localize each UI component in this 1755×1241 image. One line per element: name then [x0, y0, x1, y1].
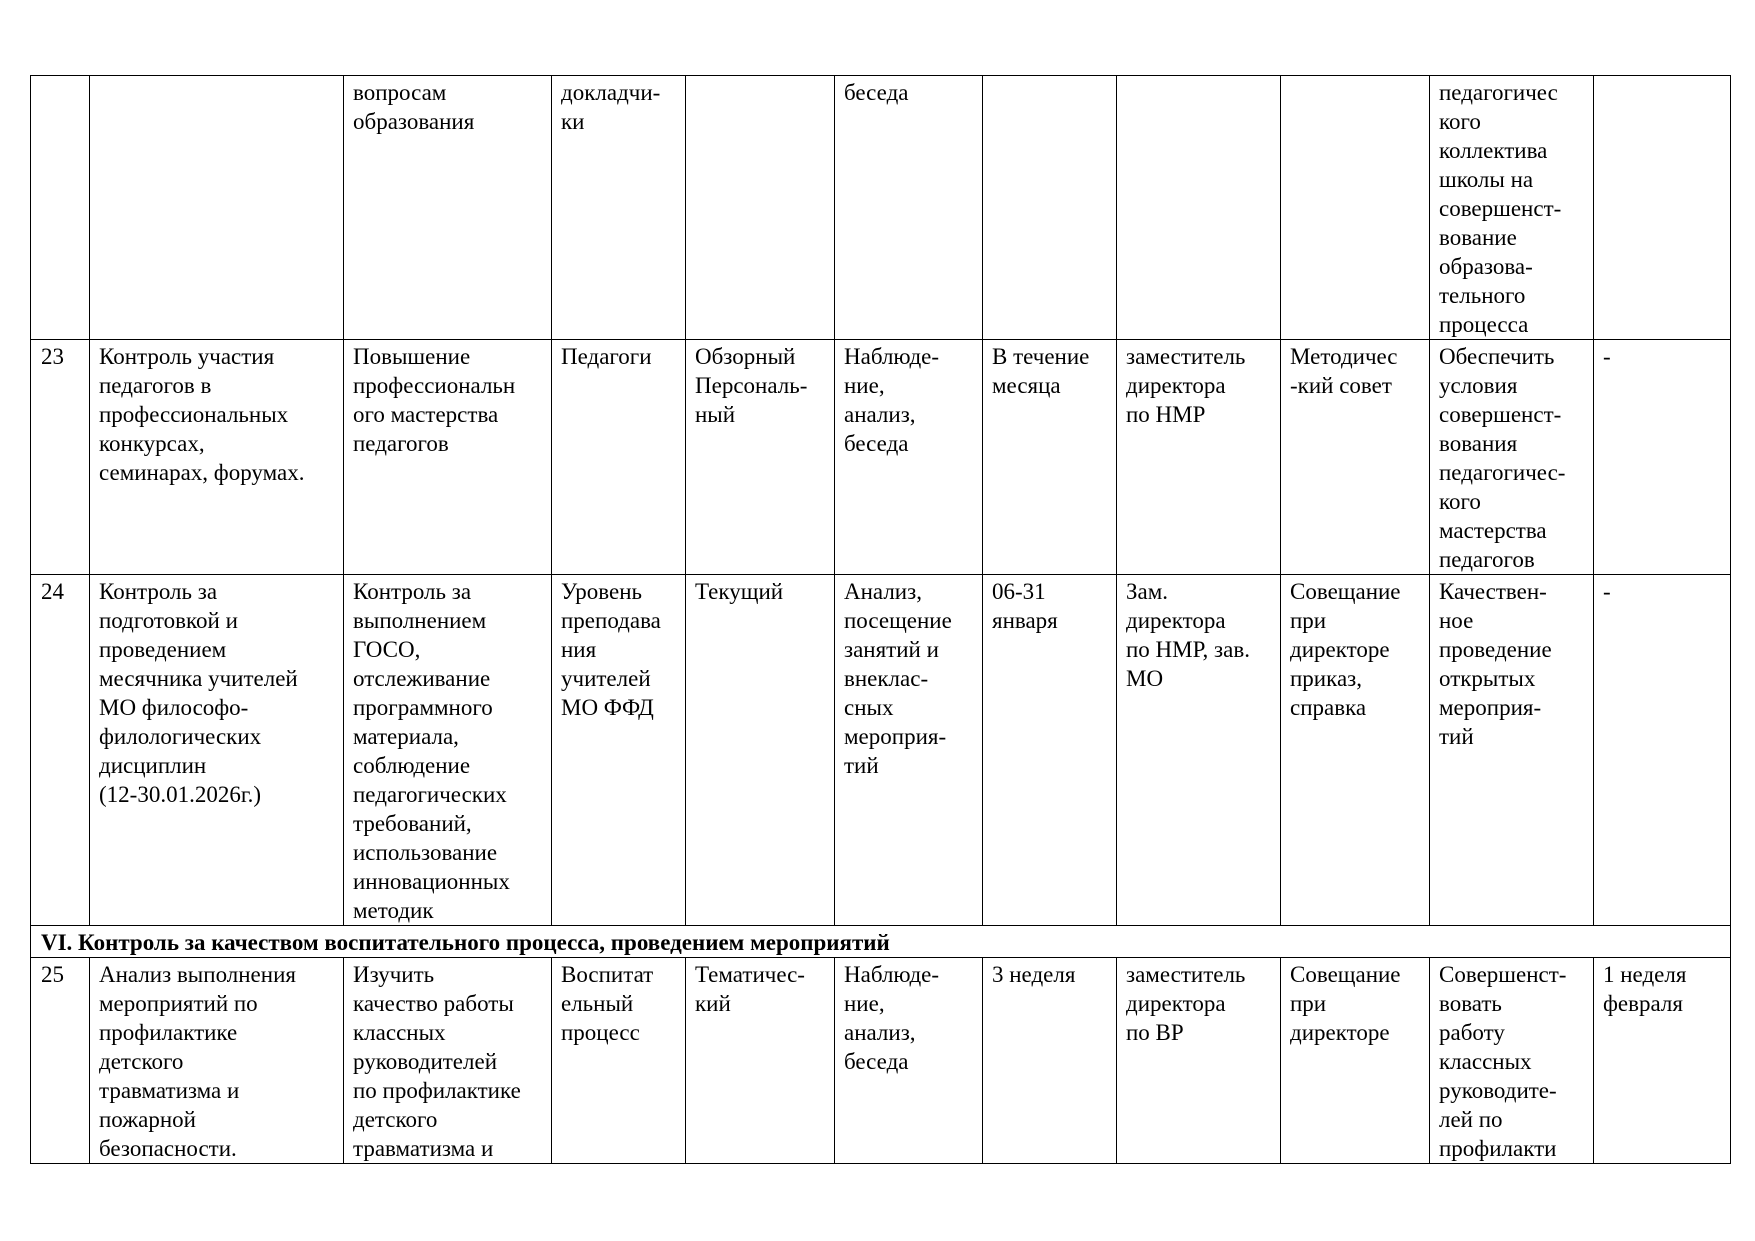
control-summary: Совещание при директоре	[1281, 958, 1430, 1164]
control-type	[686, 76, 835, 340]
row-number: 24	[31, 575, 90, 926]
control-subject: Педагоги	[552, 340, 686, 575]
control-recheck: 1 неделя февраля	[1594, 958, 1731, 1164]
control-recheck	[1594, 76, 1731, 340]
control-decision: Обеспечить условия совершенст- вования педагогичес- кого мастерства педагогов	[1430, 340, 1594, 575]
control-decision: педагогичес кого коллектива школы на совершенст- вование образова- тельного процесса	[1430, 76, 1594, 340]
row-number	[31, 76, 90, 340]
control-timing: 06-31 января	[983, 575, 1117, 926]
table-row	[31, 76, 1731, 340]
control-timing: В течение месяца	[983, 340, 1117, 575]
section-header-row	[31, 926, 1731, 958]
control-recheck: -	[1594, 340, 1731, 575]
control-responsible: заместитель директора по НМР	[1117, 340, 1281, 575]
control-timing: 3 неделя	[983, 958, 1117, 1164]
control-subject: Уровень преподава ния учителей МО ФФД	[552, 575, 686, 926]
control-plan-table	[30, 75, 1731, 1164]
table-row	[31, 575, 1731, 926]
control-goal: Изучить качество работы классных руководителей по профилактике детского травматизма и	[344, 958, 552, 1164]
control-subject: докладчи- ки	[552, 76, 686, 340]
control-subject: Воспитат ельный процесс	[552, 958, 686, 1164]
control-responsible	[1117, 76, 1281, 340]
control-method: Наблюде- ние, анализ, беседа	[835, 340, 983, 575]
control-summary	[1281, 76, 1430, 340]
control-timing	[983, 76, 1117, 340]
control-summary: Методичес -кий совет	[1281, 340, 1430, 575]
table-row	[31, 340, 1731, 575]
control-goal: вопросам образования	[344, 76, 552, 340]
control-decision: Совершенст- вовать работу классных руководите- лей по профилакти	[1430, 958, 1594, 1164]
control-summary: Совещание при директоре приказ, справка	[1281, 575, 1430, 926]
control-type: Тематичес- кий	[686, 958, 835, 1164]
control-method: беседа	[835, 76, 983, 340]
control-object	[90, 76, 344, 340]
control-decision: Качествен- ное проведение открытых мероприя- тий	[1430, 575, 1594, 926]
control-object: Контроль участия педагогов в профессиональных конкурсах, семинарах, форумах.	[90, 340, 344, 575]
control-method: Наблюде- ние, анализ, беседа	[835, 958, 983, 1164]
control-goal: Контроль за выполнением ГОСО, отслеживание программного материала, соблюдение педагогических требований, использование инновационных методик	[344, 575, 552, 926]
row-number: 23	[31, 340, 90, 575]
control-responsible: Зам. директора по НМР, зав. МО	[1117, 575, 1281, 926]
control-type: Обзорный Персональ- ный	[686, 340, 835, 575]
control-type: Текущий	[686, 575, 835, 926]
control-object: Контроль за подготовкой и проведением месячника учителей МО философо- филологических дисциплин (12-30.01.2026г.)	[90, 575, 344, 926]
control-object: Анализ выполнения мероприятий по профилактике детского травматизма и пожарной безопасности.	[90, 958, 344, 1164]
control-method: Анализ, посещение занятий и внеклас- сных мероприя- тий	[835, 575, 983, 926]
control-responsible: заместитель директора по ВР	[1117, 958, 1281, 1164]
row-number: 25	[31, 958, 90, 1164]
table-row	[31, 958, 1731, 1164]
section-title: VI. Контроль за качеством воспитательного процесса, проведением мероприятий	[31, 926, 1731, 958]
control-recheck: -	[1594, 575, 1731, 926]
control-goal: Повышение профессиональн ого мастерства педагогов	[344, 340, 552, 575]
